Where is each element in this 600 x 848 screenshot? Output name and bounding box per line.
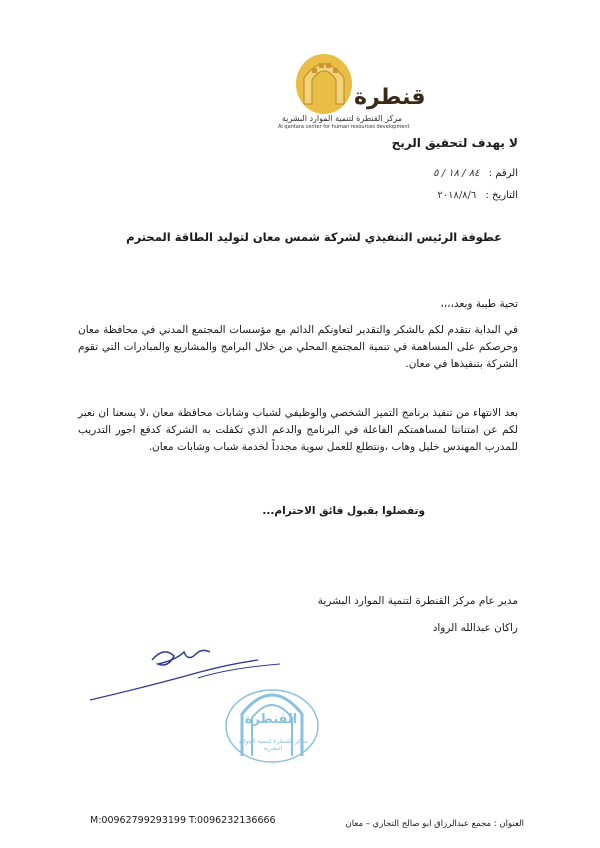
signature-title: مدير عام مركز القنطرة لتنمية الموارد البشرية [317, 595, 518, 607]
reference-label: الرقم : [488, 168, 518, 179]
svg-text:قنطرة: قنطرة [354, 85, 426, 110]
center-stamp [222, 676, 322, 764]
logo-english-name: Al qantara center for human resources development [278, 124, 410, 130]
date-line [437, 190, 518, 201]
footer-address: العنوان : مجمع عبدالرزاق ابو صالح التجاري – معان [345, 819, 524, 829]
reference-line [433, 168, 518, 179]
center-logo [278, 48, 426, 134]
paragraph-thanks: بعد الانتهاء من تنفيذ برنامج التميز الشخصي والوظيفي لشباب وشابات محافظة معان ،لا يسعنا ان نعبر لكم عن امتناننا لمساهمتكم الفاعلة في البرنامج والدعم الذي تكفلت به الشركة كدفع اجور التدريب للمدرب المهندس خليل وهاب ،ونتطلع للعمل سوية مجدداً لخدمة شباب وشابات معان. [78, 407, 518, 453]
recipient: عطوفة الرئيس التنفيذي لشركة شمس معان لتوليد الطاقة المحترم [126, 230, 502, 244]
paragraph-intro: في البداية نتقدم لكم بالشكر والتقدير لتعاونكم الدائم مع مؤسسات المجتمع المدني في محافظة معان وحرصكم على المساهمة في تنمية المجتمع المحلي من خلال البرامج والمشاريع والمبادرات التي تقوم الشركة بتنفيذها في معان. [78, 324, 518, 370]
signature-name: راكان عبدالله الرواد [432, 622, 518, 634]
date-label: التاريخ : [485, 190, 518, 201]
closing: وتفضلوا بقبول فائق الاحترام... [262, 505, 425, 517]
footer-phones: M:00962799293199 T:0096232136666 [90, 815, 276, 826]
reference-value: ٨٤ / ١٨ / ٥ [433, 168, 480, 179]
stamp-name: القنطرة [244, 712, 298, 727]
stamp-subtitle: مركز القنطرة لتنمية الموارد البشرية [238, 738, 308, 752]
logo-arabic-name: مركز القنطرة لتنمية الموارد البشرية [281, 114, 402, 123]
arch-logo-icon [282, 48, 426, 118]
tagline: لا يهدف لتحقيق الربح [391, 136, 518, 150]
greeting: تحية طيبة وبعد،،،، [440, 298, 518, 310]
date-value: ٢٠١٨/٨/٦ [437, 190, 477, 201]
